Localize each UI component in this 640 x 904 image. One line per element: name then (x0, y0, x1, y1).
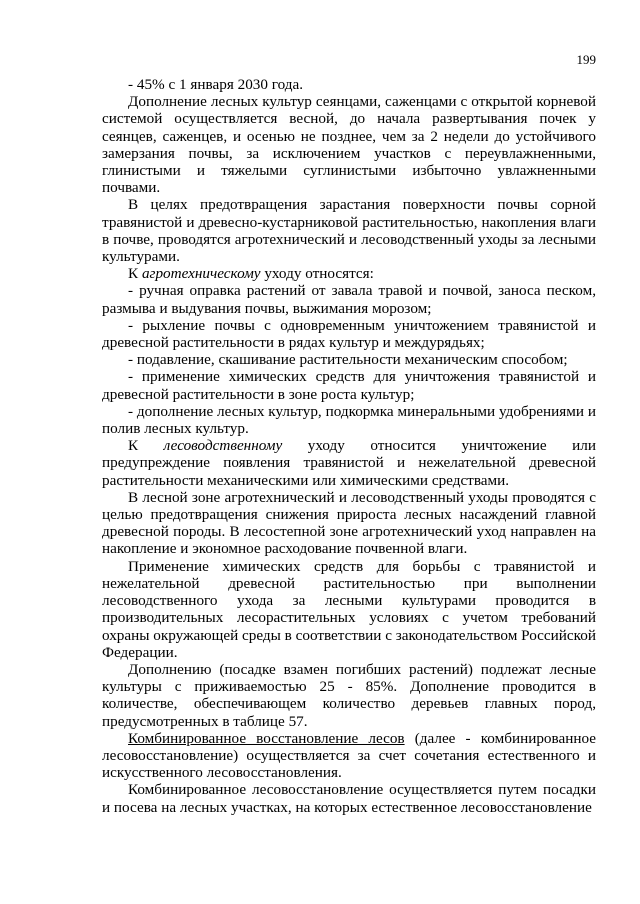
paragraph-10-start: К (128, 437, 164, 455)
paragraph-13: Дополнению (посадке взамен погибших растений) подлежат лесные культуры с приживаемостью 25 - 85%. Дополнение проводится в количестве, обеспечивающем количество деревьев главных пород, предусмотренных в таблице 57. (102, 660, 596, 730)
document-body (102, 76, 596, 816)
paragraph-11: В лесной зоне агротехнический и лесоводственный уходы проводятся с целью предотвращения снижения прироста лесных насаждений главной древесной породы. В лесостепной зоне агротехнический уход направлен на накопление и экономное расходование почвенной влаги. (102, 488, 596, 558)
paragraph-12: Применение химических средств для борьбы с травянистой и нежелательной древесной растительностью при выполнении лесоводственного ухода за лесными культурами проводится в производительных лесорастительных условиях с учетом требований охраны окружающей среды в соответствии с законодательством Российской Федерации. (102, 557, 596, 661)
paragraph-3: В целях предотвращения зарастания поверхности почвы сорной травянистой и древесно-кустарниковой растительностью, накопления влаги в почве, проводятся агротехнический и лесоводственный уходы за лесными культурами. (102, 196, 596, 266)
paragraph-14 (102, 730, 596, 782)
paragraph-4-start: К (128, 265, 142, 283)
paragraph-4 (102, 265, 596, 282)
list-item-1: - ручная оправка растений от завала травой и почвой, заноса песком, размыва и выдувания почвы, выжимания морозом; (102, 282, 596, 317)
paragraph-2: Дополнение лесных культур сеянцами, саженцами с открытой корневой системой осуществляется весной, до начала развертывания почек у сеянцев, саженцев, и осенью не позднее, чем за 2 недели до устойчивого замерзания почвы, за исключением участков с переувлажненными, глинистыми и тяжелыми суглинистыми избыточно увлажненными почвами. (102, 93, 596, 197)
paragraph-14-end: (далее - комбинированное лесовосстановление) осуществляется за счет сочетания естественного и искусственного лесовосстановления. (102, 729, 596, 782)
silvicultural-term: лесоводственному (163, 437, 283, 455)
paragraph-10 (102, 437, 596, 489)
paragraph-1: - 45% с 1 января 2030 года. (128, 76, 304, 93)
list-item-5: - дополнение лесных культур, подкормка минеральными удобрениями и полив лесных культур. (102, 402, 596, 438)
page-number: 199 (576, 52, 596, 67)
list-item-4: - применение химических средств для уничтожения травянистой и древесной растительности в зоне роста культур; (102, 368, 596, 403)
agrotech-term: агротехническому (141, 265, 261, 283)
list-item-2: - рыхление почвы с одновременным уничтожением травянистой и древесной растительности в рядах культур и междурядьях; (102, 316, 596, 352)
combined-restoration-term: Комбинированное восстановление лесов (128, 729, 405, 747)
paragraph-4-end: уходу относятся: (260, 265, 374, 283)
paragraph-10-end: уходу относится уничтожение или предупреждение появления травянистой и нежелательной древесной растительности механическими или химическими средствами. (102, 437, 596, 489)
paragraph-15: Комбинированное лесовосстановление осуществляется путем посадки и посева на лесных участках, на которых естественное лесовосстановление (102, 781, 596, 816)
list-item-3: - подавление, скашивание растительности механическим способом; (128, 351, 568, 369)
